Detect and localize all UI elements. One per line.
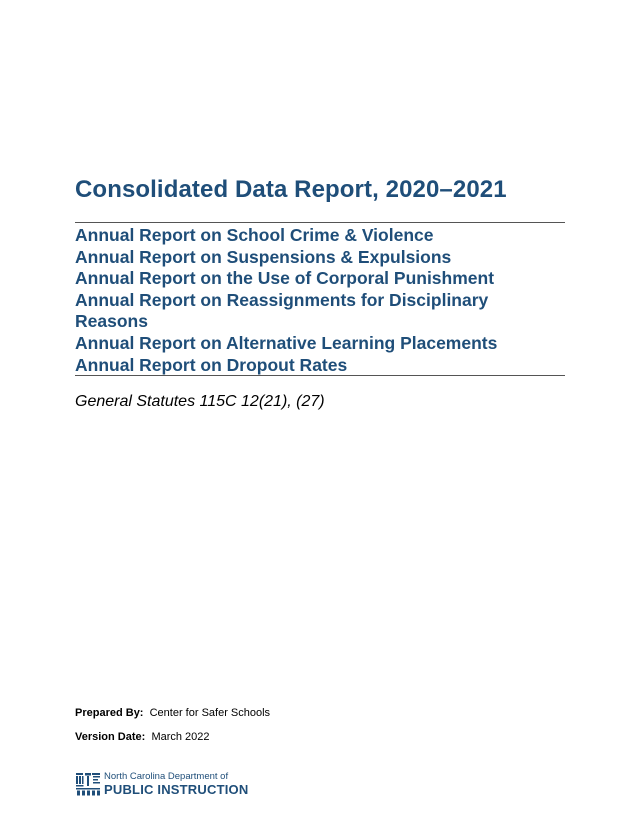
prepared-by — [75, 707, 270, 719]
prepared-by-value: Center for Safer Schools — [149, 707, 271, 719]
logo-public-instruction-text: PUBLIC INSTRUCTION — [104, 782, 249, 797]
report-list — [75, 225, 565, 376]
report-item: Annual Report on Reassignments for Disciplinary Reasons — [75, 289, 489, 332]
document-title: Consolidated Data Report, 2020–2021 — [75, 176, 507, 203]
statutes-citation: General Statutes 115C 12(21), (27) — [75, 393, 325, 410]
state-capitol-icon — [75, 771, 101, 797]
ncdpi-logo — [75, 771, 275, 799]
title-divider — [75, 222, 565, 223]
report-item: Annual Report on Suspensions & Expulsions — [75, 246, 452, 267]
version-date-label: Version Date: — [75, 731, 146, 743]
report-item: Annual Report on School Crime & Violence — [75, 225, 434, 245]
report-item: Annual Report on the Use of Corporal Punishment — [75, 268, 495, 289]
logo-department-text: North Carolina Department of — [104, 771, 229, 782]
report-item: Annual Report on Dropout Rates — [75, 354, 348, 375]
version-date — [75, 731, 210, 743]
report-item: Annual Report on Alternative Learning Placements — [75, 332, 498, 353]
version-date-value: March 2022 — [151, 731, 210, 743]
prepared-by-label: Prepared By: — [75, 707, 144, 719]
report-list-divider — [75, 375, 565, 376]
